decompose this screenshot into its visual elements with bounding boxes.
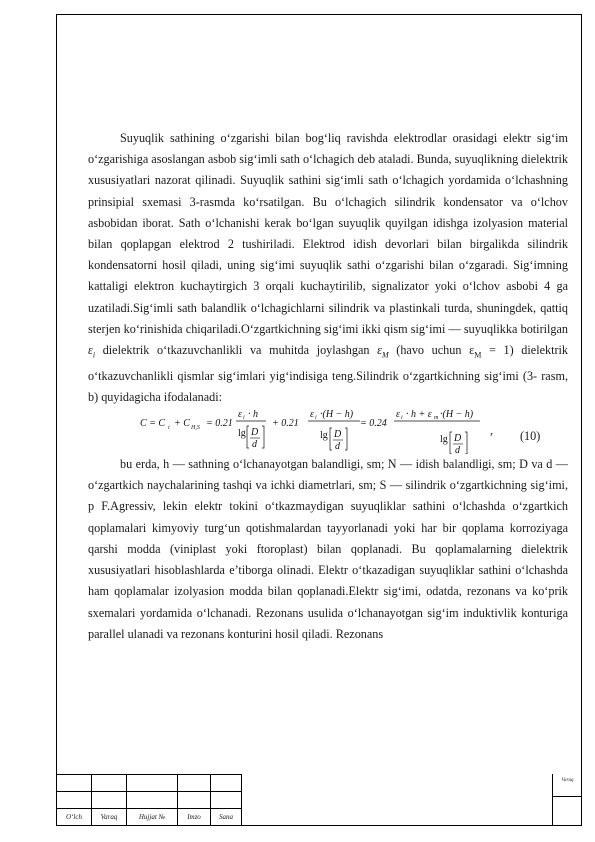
paragraph-1-text: Suyuqlik sathining o‘zgarishi bilan bog‘liq ravishda elektrodlar orasidagi elektr sig‘im o‘zgarishiga asoslangan asbob sig‘imli sath o‘lchagich deb ataladi. Bunda, suyuqlikning dielektrik xususiyatlari nazorat qilinadi. Suyuqlik sathini sig‘imli sath o‘lchagich yordamida o‘lchashning prinsipial sxemasi 3-rasmda ko‘rsatilgan. Bu o‘lchagich silindrik kondensator va o‘lchov asbobidan iborat. Sath o‘lchanishi kerak bo‘lgan suyuqlik quyilgan idishga izolyasion material bilan qoplapgan elektrod 2 tushiriladi. Elektrod idish devorlari bilan birgalikda silindrik kondensatorni hosil qiladi, uning sig‘imi suyuqlik sathi o‘zgarishi bilan o‘zgaradi. Sig‘imning kattaligi elektron kuchaytirgich 3 orqali kuchaytirilib, signalizator yoki o‘lchov asbobi 4 ga uzatiladi.Sig‘imli sath balandlik o‘lchagichlarni silindrik va plastinkali turda, shuningdek, qattiq sterjen ko‘rinishida chiqariladi.O‘zgartkichning sig‘imi ikki qism sig‘imi — suyuqlikka botirilgan — [88, 131, 568, 336]
svg-text:D: D — [334, 429, 342, 441]
title-block — [56, 774, 582, 826]
capacitance-formula — [88, 408, 568, 454]
equation-number: (10) — [520, 429, 541, 444]
svg-text:d: d — [335, 441, 340, 453]
stamp-col-sana: Sana — [211, 809, 242, 826]
svg-text:· h: · h — [248, 409, 258, 421]
title-block-table — [56, 774, 242, 826]
paragraph-1-tail: = 1) dielektrik o‘tkazuvchanlikli qismlar sig‘imlari yig‘indisiga teng.Silindrik o‘zgartkichning sig‘imi (3- rasm, b) quyidagicha ifodalanadi: — [88, 343, 569, 404]
svg-text:lg: lg — [440, 434, 448, 446]
epsilon-m: $\varepsilon_M$ — [377, 343, 389, 360]
formula-10 — [88, 408, 568, 454]
svg-text:lg: lg — [320, 430, 328, 442]
stamp-col-varaq: Varaq — [92, 809, 127, 826]
paragraph-1-end: (havo uchun ε — [388, 343, 475, 358]
svg-text:D: D — [454, 433, 462, 445]
epsilon-i: $\varepsilon_i$ — [88, 343, 96, 360]
svg-text:i: i — [168, 425, 170, 432]
svg-text:= 0.24: = 0.24 — [360, 418, 387, 430]
svg-text:i: i — [401, 415, 403, 422]
svg-text:lg: lg — [238, 428, 246, 440]
svg-text:D: D — [251, 427, 259, 439]
epsilon-m-sub: M — [474, 350, 482, 360]
sheet-number-box — [552, 774, 582, 826]
svg-text:i: i — [315, 415, 317, 422]
svg-text:ε: ε — [396, 409, 400, 421]
svg-text:+ 0.21: + 0.21 — [272, 418, 299, 430]
sheet-label: Varaq — [561, 778, 574, 783]
svg-text:d: d — [252, 439, 257, 451]
svg-text:·(H − h): ·(H − h) — [320, 409, 354, 421]
svg-text:d: d — [455, 445, 460, 455]
svg-text:·(H − h): ·(H − h) — [440, 409, 474, 421]
svg-text:ε: ε — [238, 409, 242, 421]
svg-text:,: , — [490, 423, 493, 438]
svg-text:i: i — [243, 415, 245, 422]
svg-text:· h + ε: · h + ε — [406, 409, 432, 421]
paragraph-2: bu erda, h — sathning o‘lchanayotgan balandligi, sm; N — idish balandligi, sm; D va d — o‘zgartkich naychalarining tashqi va ichki diametrlari, sm; S — silindrik o‘zgartkichning sig‘imi, p F.Agressiv, lekin elektr tokini o‘tkazmaydigan suyuqliklar sathini o‘lchashda o‘zgartkich qoplamalari kimyoviy turg‘un qotishmalardan tayyorlanadi yoki har bir qoplama korroziyaga qarshi modda (viniplast yoki ftoroplast) bilan qoplanadi. Bu qoplamalarning dielektrik xususiyatlari hisoblashlarda e’tiborga olinadi. Elektr o‘tkazadigan suyuqliklar sathini o‘lchashda ham qoplamalar izolyasion modda bilan qoplanadi.Elektr sig‘imi, odatda, rezonans va ko‘prik sxemalari yordamida o‘lchanadi. Rezonans usulida o‘lchanayotgan sig‘im induktivlik konturiga parallel ulanadi va rezonans konturini hosil qiladi. Rezonans — [88, 457, 568, 641]
svg-text:+ C: + C — [174, 418, 190, 430]
svg-text:m: m — [434, 415, 439, 422]
paragraph-1 — [88, 128, 568, 408]
paragraph-1-mid: dielektrik o‘tkazuvchanlikli va muhitda joylashgan — [95, 343, 378, 358]
svg-text:ε: ε — [310, 409, 314, 421]
svg-text:H,S: H,S — [191, 425, 200, 432]
stamp-col-hujjat: Hujjat № — [127, 809, 178, 826]
stamp-col-olch: O‘lch — [57, 809, 92, 826]
body-text — [88, 128, 568, 645]
svg-text:= 0.21: = 0.21 — [206, 418, 233, 430]
stamp-col-imzo: Imzo — [178, 809, 211, 826]
svg-text:C = C: C = C — [140, 418, 166, 430]
